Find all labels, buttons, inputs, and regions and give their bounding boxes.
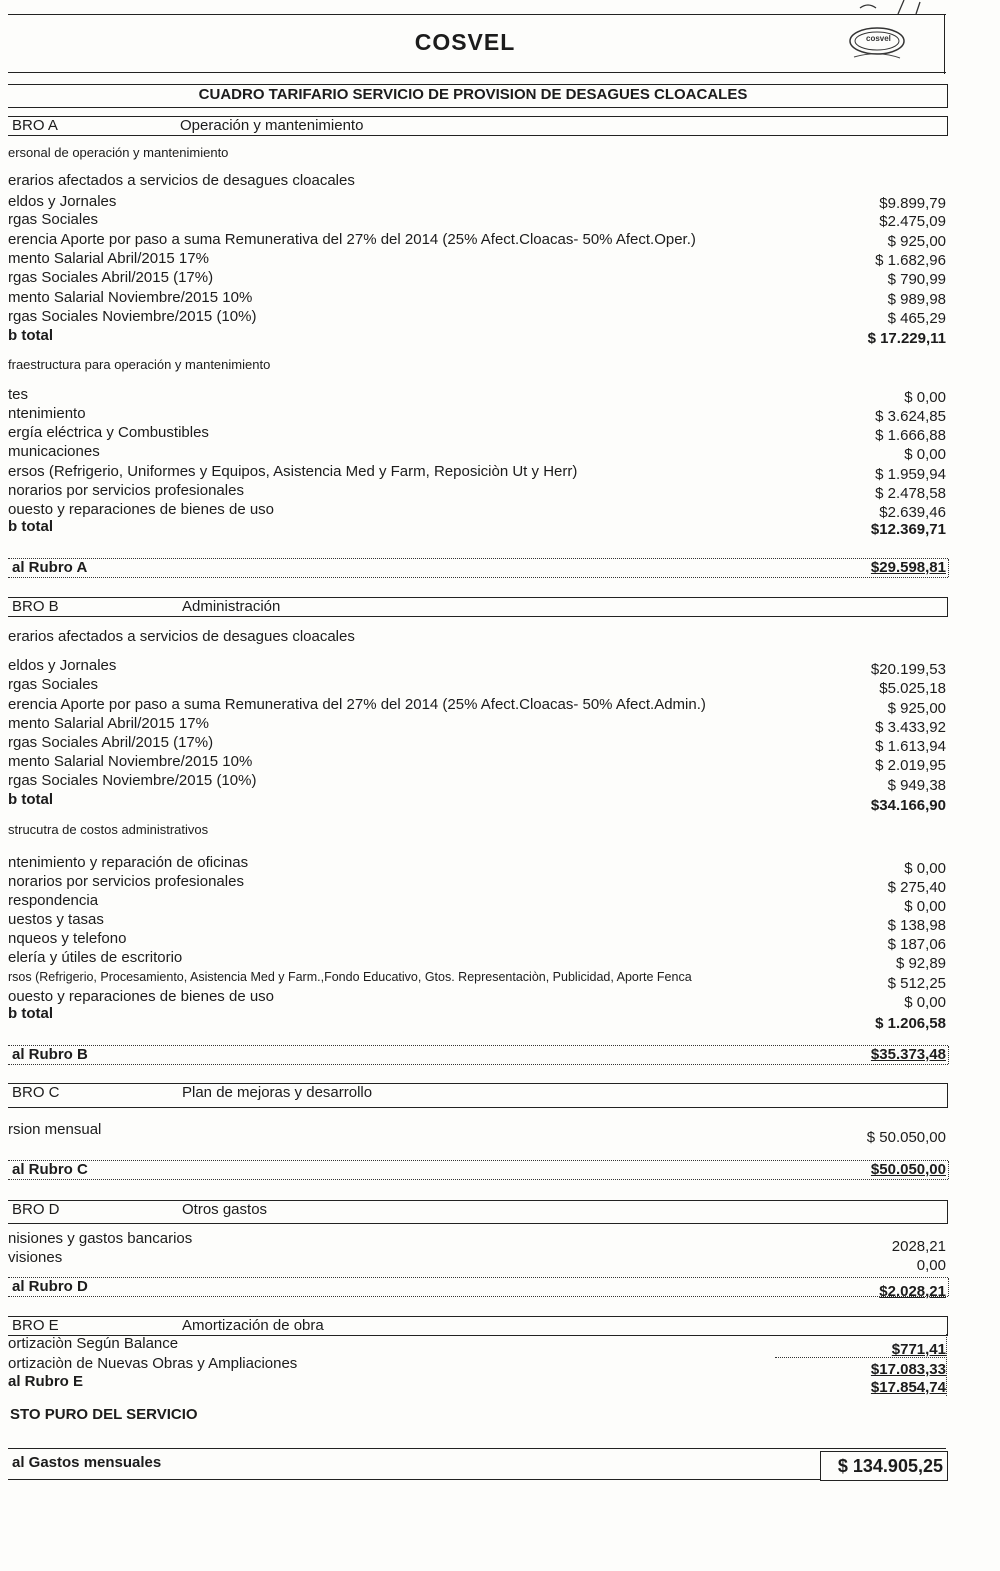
top-rule bbox=[8, 14, 946, 15]
rubro-c-name: Plan de mejoras y desarrollo bbox=[182, 1084, 373, 1101]
list-item: rgas Sociales Abril/2015 (17%) $ 790,99 bbox=[8, 269, 946, 288]
rubro-a-operarios-heading: erarios afectados a servicios de desagues cloacales bbox=[8, 172, 355, 189]
list-item: erencia Aporte por paso a suma Remunerativa del 27% del 2014 (25% Afect.Cloacas- 50% Afect.Admin.) $ 925,00 bbox=[8, 696, 946, 717]
rubro-e-name: Amortización de obra bbox=[182, 1317, 324, 1334]
list-item: tes $ 0,00 bbox=[8, 386, 946, 406]
rubro-c-code: BRO C bbox=[12, 1084, 60, 1101]
list-item: ntenimiento $ 3.624,85 bbox=[8, 405, 946, 425]
rubro-d-total: al Rubro D $2.028,21 bbox=[8, 1277, 948, 1297]
rubro-a-header bbox=[8, 116, 948, 136]
right-header-rule bbox=[944, 14, 945, 74]
list-item: ntenimiento y reparación de oficinas $ 0,00 bbox=[8, 854, 946, 877]
gastos-top-rule bbox=[8, 1448, 946, 1449]
list-item: rgas Sociales Noviembre/2015 (10%) $ 949,38 bbox=[8, 772, 946, 794]
list-item: ouesto y reparaciones de bienes de uso $2.639,46 bbox=[8, 501, 946, 521]
rubro-a-infra-section: fraestructura para operación y mantenimiento bbox=[8, 357, 271, 372]
header-bottom-rule bbox=[8, 72, 946, 73]
list-item: mento Salarial Noviembre/2015 10% $ 2.019,95 bbox=[8, 753, 946, 774]
list-item: uestos y tasas $ 138,98 bbox=[8, 911, 946, 934]
rubro-b-operarios-heading: erarios afectados a servicios de desagues cloacales bbox=[8, 628, 355, 645]
rubro-a-infra-subtotal: b total $12.369,71 bbox=[8, 518, 946, 538]
rubro-b-code: BRO B bbox=[12, 598, 59, 615]
list-item: mento Salarial Abril/2015 17% $ 3.433,92 bbox=[8, 715, 946, 736]
list-item: ergía eléctrica y Combustibles $ 1.666,88 bbox=[8, 424, 946, 444]
title-box bbox=[8, 84, 948, 108]
corner-mark bbox=[858, 0, 928, 16]
rubro-a-personal-subtotal: b total $ 17.229,11 bbox=[8, 327, 946, 347]
gastos-bottom-rule bbox=[8, 1479, 820, 1480]
list-item: nisiones y gastos bancarios 2028,21 bbox=[8, 1230, 946, 1255]
list-item: municaciones $ 0,00 bbox=[8, 443, 946, 463]
list-item: ersos (Refrigerio, Uniformes y Equipos, Asistencia Med y Farm, Reposiciòn Ut y Herr) $ 1.959,94 bbox=[8, 463, 946, 483]
list-item: visiones 0,00 bbox=[8, 1249, 946, 1274]
list-item: rgas Sociales Abril/2015 (17%) $ 1.613,94 bbox=[8, 734, 946, 755]
rubro-b-name: Administración bbox=[182, 598, 281, 615]
list-item: rsos (Refrigerio, Procesamiento, Asistencia Med y Farm.,Fondo Educativo, Gtos. Representaciòn, Publicidad, Aporte Fenca $ 512,25 bbox=[8, 970, 946, 992]
rubro-e-header bbox=[8, 1316, 948, 1336]
rubro-a-name: Operación y mantenimiento bbox=[180, 117, 364, 134]
rubro-d-code: BRO D bbox=[12, 1201, 60, 1218]
rubro-a-personal-section: ersonal de operación y mantenimiento bbox=[8, 145, 229, 160]
rubro-c-total: al Rubro C $50.050,00 bbox=[8, 1160, 948, 1180]
rubro-b-admin-subtotal: b total $ 1.206,58 bbox=[8, 1005, 946, 1032]
rubro-e-right-rule bbox=[946, 1334, 947, 1396]
rubro-b-total: al Rubro B $35.373,48 bbox=[8, 1045, 948, 1065]
gastos-mensuales-amount: $ 134.905,25 bbox=[837, 1456, 943, 1476]
rubro-c-header bbox=[8, 1083, 948, 1108]
list-item: respondencia $ 0,00 bbox=[8, 892, 946, 915]
list-item: rgas Sociales $2.475,09 bbox=[8, 211, 946, 230]
rubro-a-total: al Rubro A $29.598,81 bbox=[8, 558, 948, 578]
list-item: eldos y Jornales $20.199,53 bbox=[8, 657, 946, 678]
gastos-mensuales-label: al Gastos mensuales bbox=[12, 1454, 162, 1471]
rubro-b-personal-subtotal: b total $34.166,90 bbox=[8, 791, 946, 814]
rubro-e-code: BRO E bbox=[12, 1317, 59, 1334]
list-item: norarios por servicios profesionales $ 275,40 bbox=[8, 873, 946, 896]
gastos-mensuales-box bbox=[820, 1451, 948, 1481]
rubro-b-header bbox=[8, 597, 948, 617]
list-item: eldos y Jornales $9.899,79 bbox=[8, 193, 946, 212]
list-item: elería y útiles de escritorio $ 92,89 bbox=[8, 949, 946, 972]
list-item: rsion mensual $ 50.050,00 bbox=[8, 1121, 946, 1146]
company-stamp bbox=[848, 24, 906, 60]
stamp-text: cosvel bbox=[866, 34, 891, 43]
list-item: erencia Aporte por paso a suma Remunerativa del 27% del 2014 (25% Afect.Cloacas- 50% Afect.Oper.) $ 925,00 bbox=[8, 231, 946, 250]
document-title: CUADRO TARIFARIO SERVICIO DE PROVISION DE DESAGUES CLOACALES bbox=[198, 86, 748, 103]
rubro-d-header bbox=[8, 1200, 948, 1224]
rubro-d-name: Otros gastos bbox=[182, 1201, 268, 1218]
list-item: ortizaciòn de Nuevas Obras y Ampliaciones $17.083,33 bbox=[8, 1355, 946, 1378]
list-item: mento Salarial Noviembre/2015 10% $ 989,98 bbox=[8, 289, 946, 308]
list-item: rgas Sociales $5.025,18 bbox=[8, 676, 946, 697]
rubro-e-total: al Rubro E $17.854,74 bbox=[8, 1373, 946, 1396]
list-item: ouesto y reparaciones de bienes de uso $ 0,00 bbox=[8, 988, 946, 1011]
costo-puro-heading: STO PURO DEL SERVICIO bbox=[10, 1406, 198, 1423]
rubro-b-admin-section: strucutra de costos administrativos bbox=[8, 822, 209, 837]
list-item: rgas Sociales Noviembre/2015 (10%) $ 465,29 bbox=[8, 308, 946, 327]
company-name: COSVEL bbox=[414, 29, 516, 55]
rubro-a-code: BRO A bbox=[12, 117, 58, 134]
list-item: mento Salarial Abril/2015 17% $ 1.682,96 bbox=[8, 250, 946, 269]
list-item: nqueos y telefono $ 187,06 bbox=[8, 930, 946, 953]
rubro-e-dotted-rule bbox=[775, 1357, 945, 1358]
list-item: norarios por servicios profesionales $ 2.478,58 bbox=[8, 482, 946, 502]
list-item: ortizaciòn Según Balance $771,41 bbox=[8, 1335, 946, 1358]
